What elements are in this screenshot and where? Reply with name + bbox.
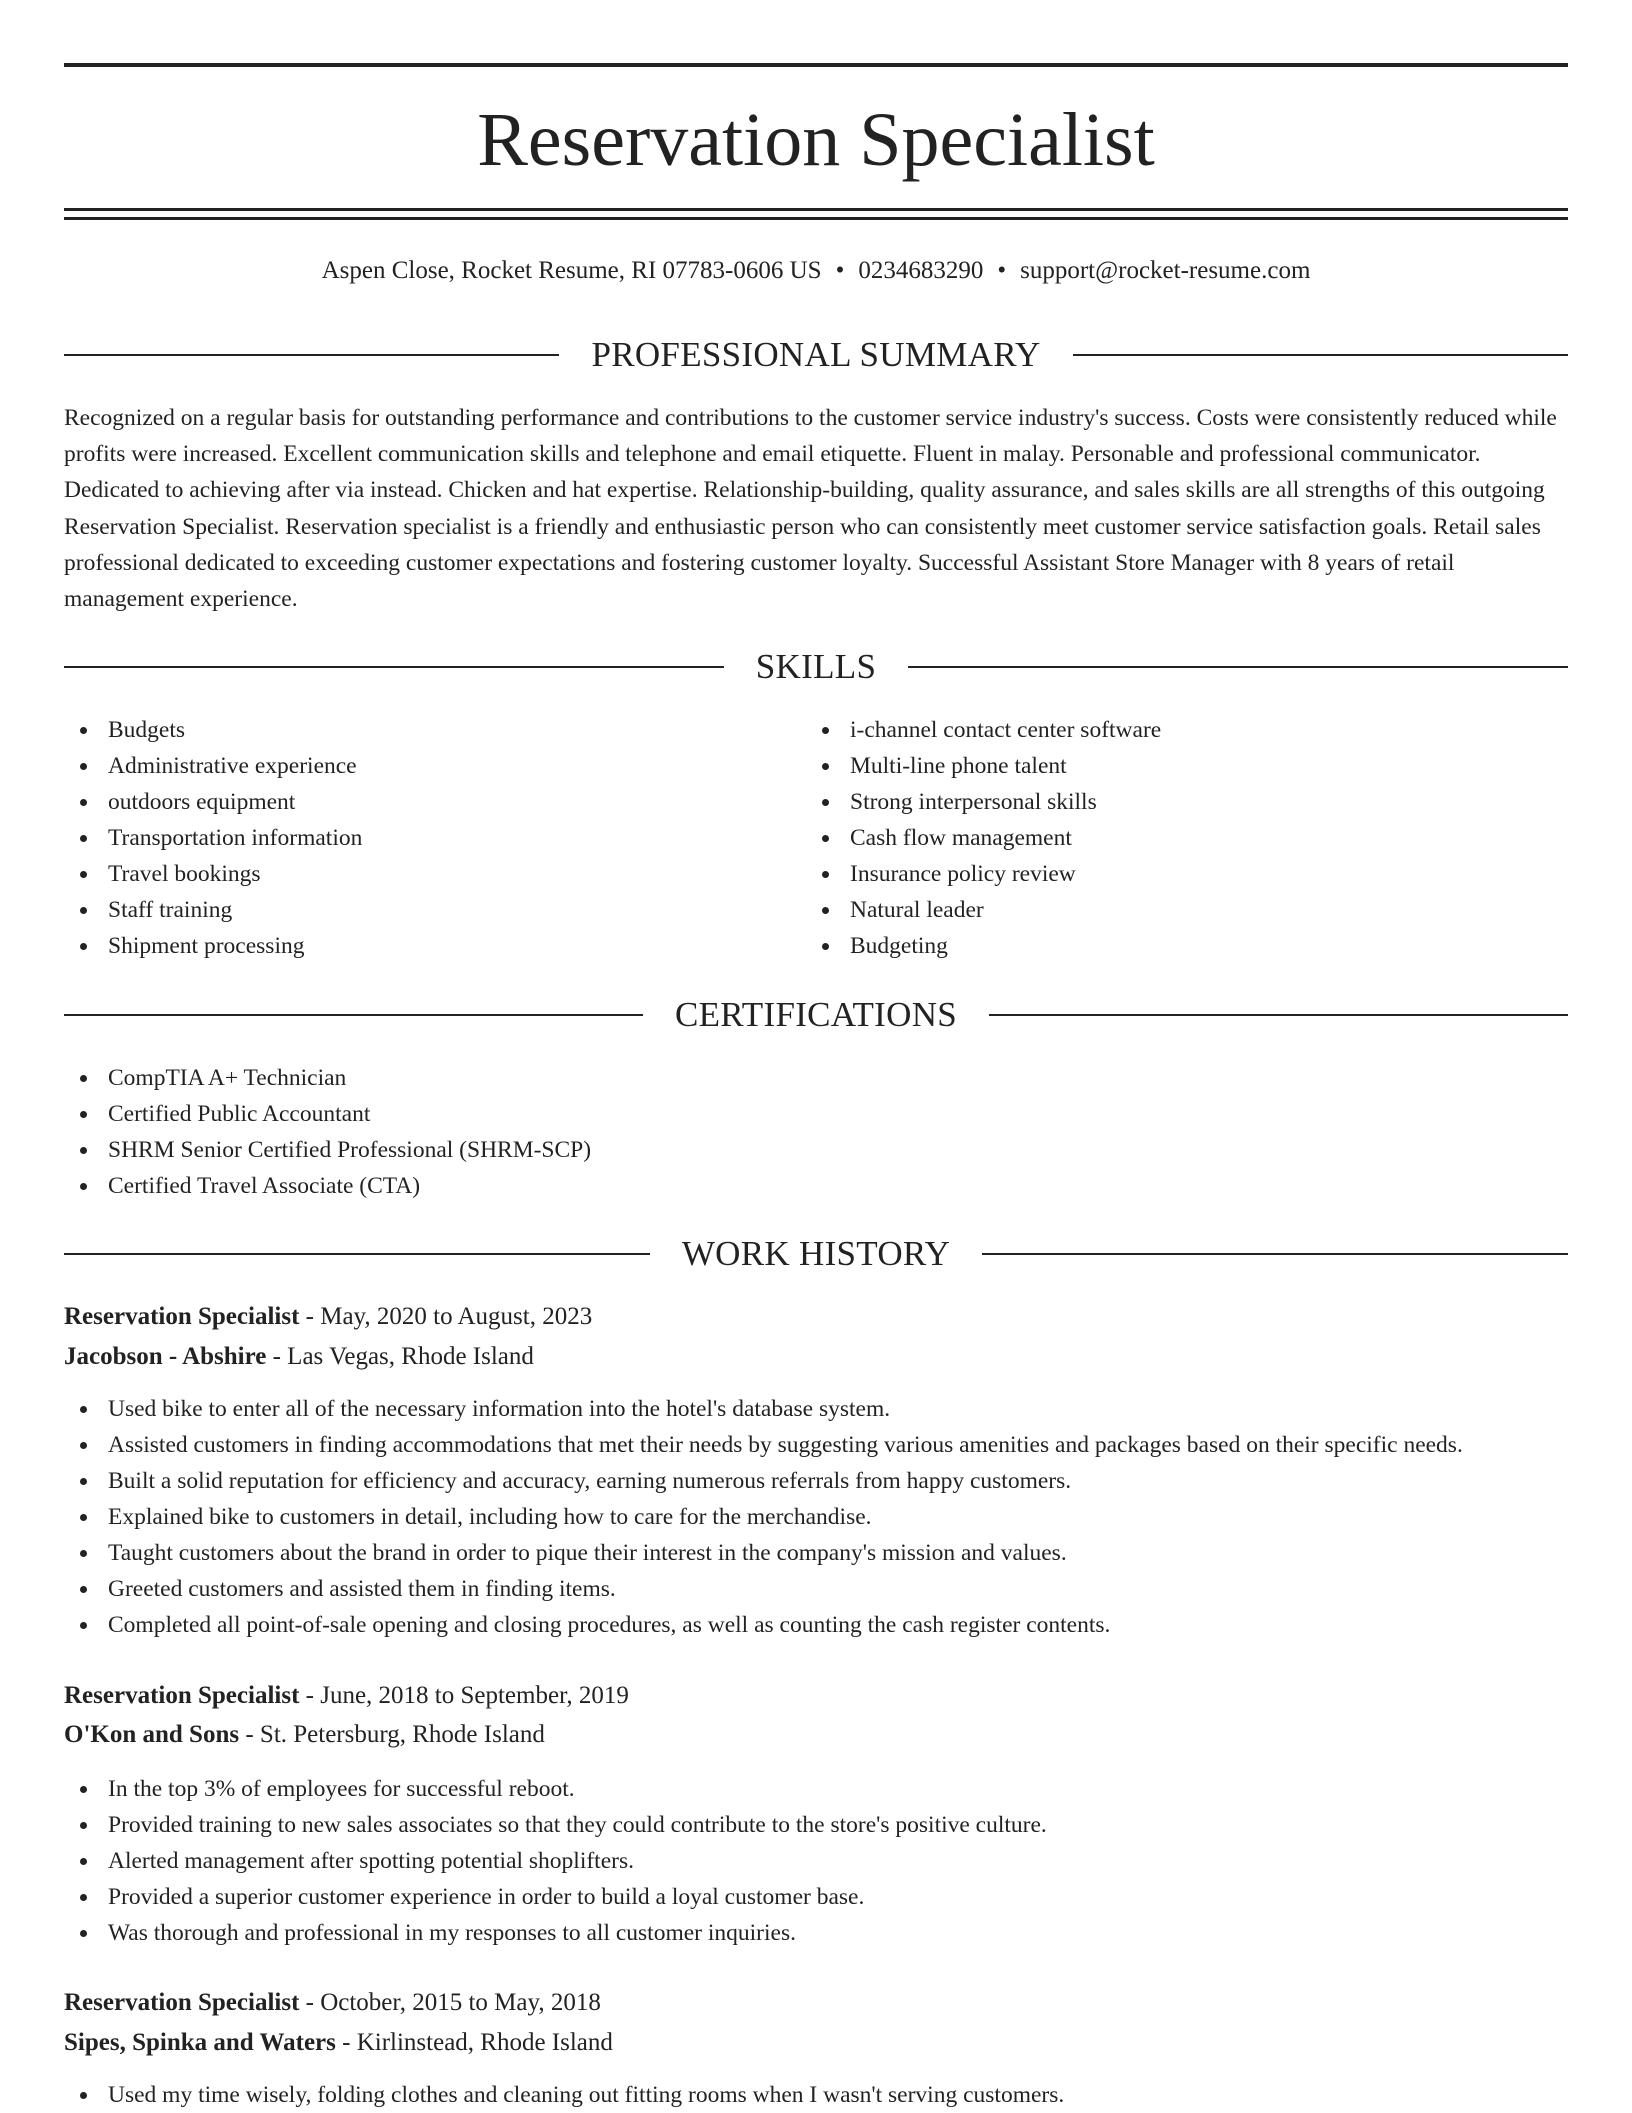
top-rule (64, 63, 1568, 67)
skill-item: Shipment processing (64, 928, 764, 964)
job-bullet: Greeted customers and assisted them in finding items. (64, 1571, 1584, 1607)
job-bullet: Provided a superior customer experience in order to build a loyal customer base. (64, 1879, 1584, 1915)
job-bullets (64, 2077, 1584, 2113)
job-company-line (64, 2025, 1568, 2061)
skill-item: Insurance policy review (806, 856, 1506, 892)
job-bullets (64, 1771, 1584, 1951)
job-bullet: Taught customers about the brand in order to pique their interest in the company's mission and values. (64, 1535, 1584, 1571)
job-location: - Las Vegas, Rhode Island (266, 1343, 534, 1370)
heading-rule (64, 1014, 643, 1016)
certification-item: CompTIA A+ Technician (64, 1060, 1264, 1096)
skill-item: Natural leader (806, 892, 1506, 928)
skill-item: Budgeting (806, 928, 1506, 964)
skill-item: outdoors equipment (64, 784, 764, 820)
section-title: SKILLS (755, 647, 877, 686)
certification-item: SHRM Senior Certified Professional (SHRM-SCP) (64, 1132, 1264, 1168)
job-bullet: Was thorough and professional in my responses to all customer inquiries. (64, 1915, 1584, 1951)
job-bullet: Provided training to new sales associates so that they could contribute to the store's positive culture. (64, 1807, 1584, 1843)
summary-heading (64, 333, 1568, 377)
contact-address: Aspen Close, Rocket Resume, RI 07783-0606 US (321, 257, 822, 284)
skill-item: Cash flow management (806, 820, 1506, 856)
contact-separator: • (835, 257, 845, 284)
page-title: Reservation Specialist (477, 98, 1155, 182)
job-title: Reservation Specialist (64, 1989, 300, 2016)
job-dates: - May, 2020 to August, 2023 (299, 1303, 593, 1330)
job-location: - St. Petersburg, Rhode Island (239, 1721, 545, 1748)
job-company-line (64, 1339, 1568, 1375)
job-bullet: Alerted management after spotting potential shoplifters. (64, 1843, 1584, 1879)
job-title: Reservation Specialist (64, 1682, 300, 1709)
skill-item: Budgets (64, 712, 764, 748)
heading-rule (989, 1014, 1568, 1016)
job-title-line (64, 1985, 1568, 2021)
section-title: PROFESSIONAL SUMMARY (591, 335, 1041, 374)
skill-item: Multi-line phone talent (806, 748, 1506, 784)
skill-item: Transportation information (64, 820, 764, 856)
heading-rule (908, 666, 1568, 668)
heading-rule (64, 354, 559, 356)
skill-item: Travel bookings (64, 856, 764, 892)
job-bullet: Assisted customers in finding accommodations that met their needs by suggesting various amenities and packages based on their specific needs. (64, 1427, 1584, 1463)
contact-email: support@rocket-resume.com (1020, 257, 1311, 284)
contact-phone: 0234683290 (858, 257, 984, 284)
job-bullet: In the top 3% of employees for successful reboot. (64, 1771, 1584, 1807)
skills-list-left (64, 712, 764, 964)
certifications-list (64, 1060, 1264, 1204)
job-title-line (64, 1678, 1568, 1714)
job-company: Sipes, Spinka and Waters (64, 2029, 336, 2056)
job-company: Jacobson - Abshire (64, 1343, 267, 1370)
heading-rule (1073, 354, 1568, 356)
job-dates: - June, 2018 to September, 2019 (299, 1682, 629, 1709)
job-title: Reservation Specialist (64, 1303, 300, 1330)
section-title: WORK HISTORY (681, 1234, 951, 1273)
skill-item: Administrative experience (64, 748, 764, 784)
job-company-line (64, 1717, 1568, 1753)
job-title-line (64, 1299, 1568, 1335)
job-location: - Kirlinstead, Rhode Island (335, 2029, 613, 2056)
heading-rule (982, 1253, 1568, 1255)
job-bullet: Built a solid reputation for efficiency and accuracy, earning numerous referrals from happy customers. (64, 1463, 1584, 1499)
certification-item: Certified Public Accountant (64, 1096, 1264, 1132)
skill-item: i-channel contact center software (806, 712, 1506, 748)
job-company: O'Kon and Sons (64, 1721, 240, 1748)
job-dates: - October, 2015 to May, 2018 (299, 1989, 601, 2016)
certifications-heading (64, 993, 1568, 1037)
job-bullet: Explained bike to customers in detail, including how to care for the merchandise. (64, 1499, 1584, 1535)
skill-item: Strong interpersonal skills (806, 784, 1506, 820)
skills-heading (64, 645, 1568, 689)
skills-list-right (806, 712, 1506, 964)
skill-item: Staff training (64, 892, 764, 928)
job-bullets (64, 1391, 1584, 1643)
job-bullet: Completed all point-of-sale opening and closing procedures, as well as counting the cash register contents. (64, 1607, 1584, 1643)
summary-text: Recognized on a regular basis for outstanding performance and contributions to the customer service industry's success. Costs were consistently reduced while profits were increased. Excellent communication skills and telephone and email etiquette. Fluent in malay. Personable and professional communicator. Dedicated to achieving after via instead. Chicken and hat expertise. Relationship-building, quality assurance, and sales skills are all strengths of this outgoing Reservation Specialist. Reservation specialist is a friendly and enthusiastic person who can consistently meet customer service satisfaction goals. Retail sales professional dedicated to exceeding customer expectations and fostering customer loyalty. Successful Assistant Store Manager with 8 years of retail management experience. (64, 405, 1557, 613)
contact-separator: • (997, 257, 1007, 284)
heading-rule (64, 666, 724, 668)
job-bullet: Used bike to enter all of the necessary information into the hotel's database system. (64, 1391, 1584, 1427)
work-history-heading (64, 1232, 1568, 1276)
title-double-rule (64, 208, 1568, 220)
certification-item: Certified Travel Associate (CTA) (64, 1168, 1264, 1204)
job-bullet: Used my time wisely, folding clothes and cleaning out fitting rooms when I wasn't serving customers. (64, 2077, 1584, 2113)
section-title: CERTIFICATIONS (674, 995, 958, 1034)
contact-line (64, 254, 1568, 288)
heading-rule (64, 1253, 650, 1255)
